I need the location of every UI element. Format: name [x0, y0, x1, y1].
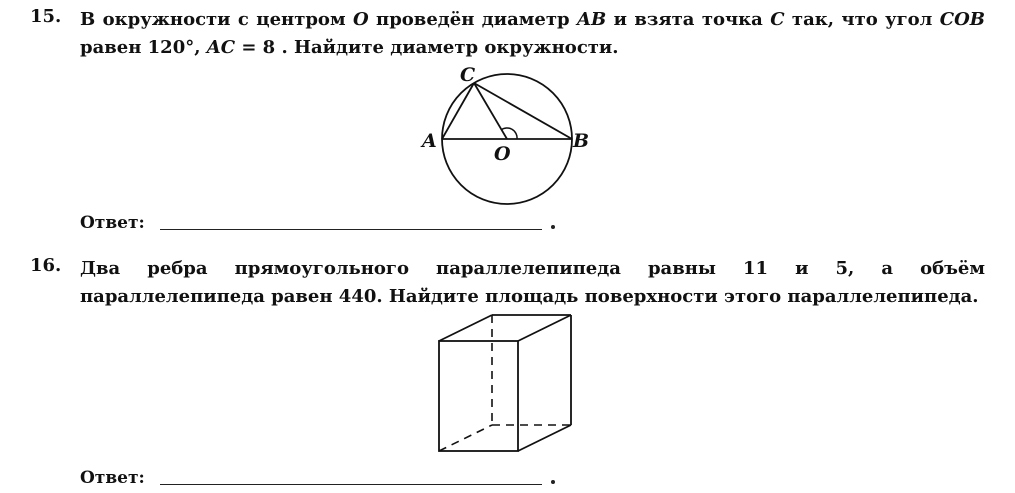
label-o: O [494, 143, 511, 165]
label-b: B [573, 130, 590, 152]
problem-number: 15. [30, 6, 62, 27]
front-face [439, 341, 518, 451]
hidden-diagonal-edge [439, 425, 492, 451]
label-c: C [460, 64, 476, 86]
answer-label: Ответ: [80, 468, 145, 488]
answer-dot [551, 480, 555, 484]
problem-text: В окружности с центром O проведён диаметр AB и взята точка C так, что угол COB равен 120°, AC = 8 . Найдите диаметр окружности. [80, 9, 985, 58]
problem-number: 16. [30, 255, 62, 276]
top-right-edge [518, 315, 571, 341]
answer-label: Ответ: [80, 213, 145, 233]
answer-line[interactable] [160, 484, 542, 485]
problem-text: Два ребра прямоугольного параллелепипеда равны 11 и 5, а объём параллелепипеда равен 440. Найдите площадь поверхности этого параллелепипеда. [80, 258, 985, 307]
top-left-edge [439, 315, 492, 341]
bottom-right-edge [518, 425, 571, 451]
label-a: A [422, 130, 437, 152]
